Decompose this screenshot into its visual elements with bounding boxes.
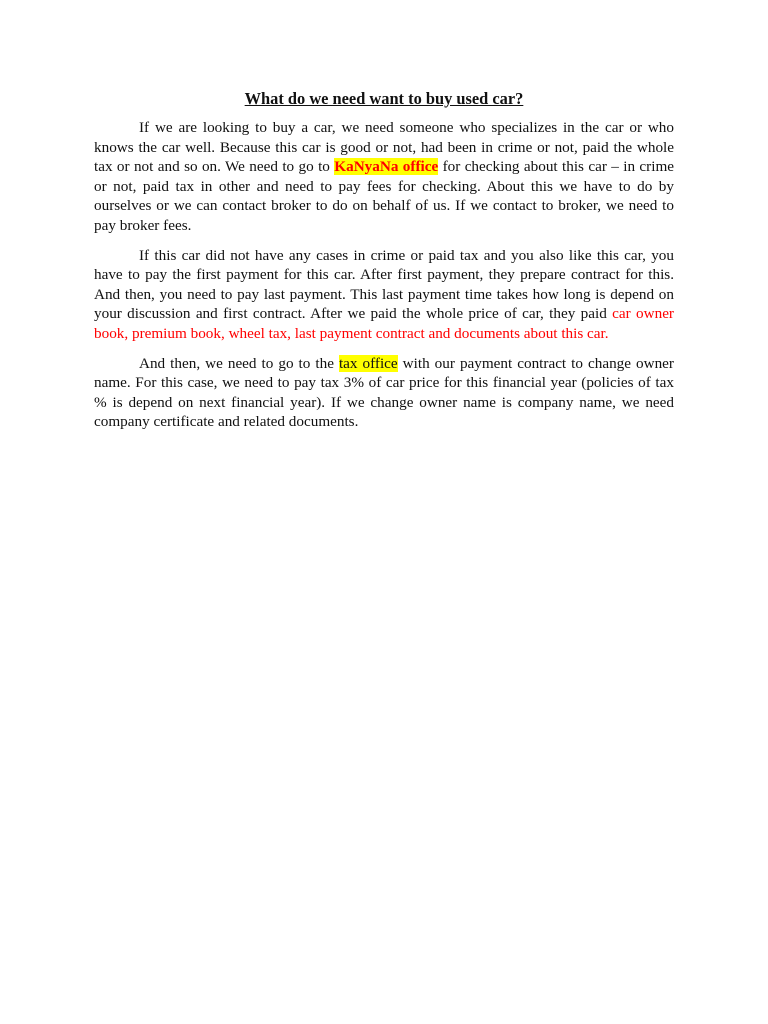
paragraph-1-text-a: If we are looking to buy a car, we need someone who specializes in the car or who knows the car well. Because this car is good or not, had been in crime or not, paid the whole tax or not and so on. We need to go to <box>94 119 674 176</box>
paragraph-1 <box>94 118 674 236</box>
document-body <box>94 88 674 442</box>
paragraph-3 <box>94 354 674 432</box>
highlight-kanyana-office: KaNyaNa office <box>334 158 439 176</box>
document-title: What do we need want to buy used car? <box>244 89 524 108</box>
paragraph-2 <box>94 246 674 344</box>
red-documents-list: car owner book, premium book, wheel tax, last payment contract and documents about this car. <box>94 305 674 342</box>
paragraph-1-text-b: for checking about this car – in crime or not, paid tax in other and need to pay fees for checking. About this we have to do by ourselves or we can contact broker to do on behalf of us. If we contact to broker, we need to pay broker fees. <box>94 158 674 234</box>
paragraph-3-text-a: And then, we need to go to the <box>139 354 339 372</box>
highlight-tax-office: tax office <box>338 354 398 372</box>
paragraph-2-text-a: If this car did not have any cases in crime or paid tax and you also like this car, you have to pay the first payment for this car. After first payment, they prepare contract for this. And then, you need to pay last payment. This last payment time takes how long is depend on your discussion and first contract. After we paid the whole price of car, they paid <box>94 246 674 323</box>
paragraph-3-text-b: with our payment contract to change owner name. For this case, we need to pay tax 3% of car price for this financial year (policies of tax % is depend on next financial year). If we change owner name is company name, we need company certificate and related documents. <box>94 354 674 431</box>
